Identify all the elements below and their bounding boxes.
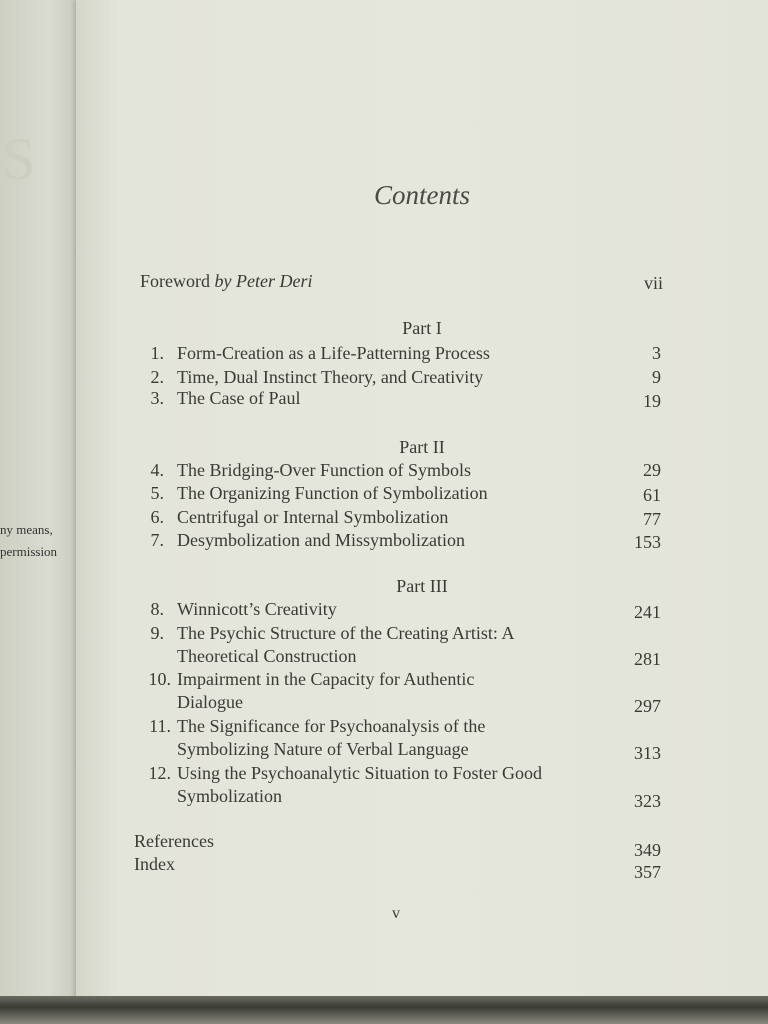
chapter-title: Using the Psychoanalytic Situation to Foster Good: [177, 763, 542, 783]
chapter-number: 6.: [150, 507, 164, 527]
back-matter-page: 349: [634, 840, 661, 860]
chapter-page: 19: [643, 391, 661, 411]
chapter-title-continued: Theoretical Construction: [177, 646, 357, 666]
foreword-page: vii: [643, 273, 663, 293]
chapter-title: The Bridging-Over Function of Symbols: [177, 460, 471, 480]
page-title: Contents: [373, 180, 470, 210]
chapter-number: 2.: [150, 367, 164, 387]
chapter-number: 5.: [150, 483, 164, 503]
foreword-entry: [140, 270, 312, 292]
fragment-text: permission: [0, 544, 58, 559]
chapter-page: 297: [634, 696, 661, 716]
chapter-page: 77: [643, 509, 661, 529]
chapter-page: 313: [634, 743, 661, 763]
foreword-label: Foreword: [140, 271, 210, 291]
chapter-title-continued: Symbolizing Nature of Verbal Language: [177, 739, 469, 759]
part-heading: Part I: [402, 318, 442, 338]
chapter-number: 7.: [150, 530, 164, 550]
chapter-page: 3: [652, 343, 661, 363]
chapter-title: Time, Dual Instinct Theory, and Creativity: [177, 367, 484, 387]
page-number: v: [392, 905, 400, 922]
chapter-title: Winnicott’s Creativity: [177, 599, 337, 619]
chapter-page: 323: [634, 791, 661, 811]
chapter-number: 9.: [150, 623, 164, 643]
book-bottom-edge: [0, 996, 768, 1024]
chapter-page: 153: [634, 532, 661, 552]
chapter-page: 241: [634, 602, 661, 622]
chapter-title: The Psychic Structure of the Creating Artist: A: [177, 623, 515, 643]
chapter-title: Centrifugal or Internal Symbolization: [177, 507, 449, 527]
fragment-text: ny means,: [0, 522, 53, 537]
chapter-number: 12.: [148, 763, 171, 783]
chapter-title: The Case of Paul: [177, 388, 301, 408]
previous-page: [0, 0, 82, 1000]
part-heading: Part II: [399, 437, 445, 457]
chapter-number: 1.: [150, 343, 164, 363]
ghost-letter: S: [2, 126, 36, 192]
chapter-title: Form-Creation as a Life-Patterning Process: [177, 343, 490, 363]
chapter-page: 281: [634, 649, 661, 669]
back-matter-page: 357: [634, 862, 661, 882]
chapter-number: 4.: [150, 460, 164, 480]
chapter-number: 11.: [149, 716, 171, 736]
chapter-number: 10.: [148, 669, 171, 689]
chapter-page: 61: [643, 485, 661, 505]
chapter-title: The Organizing Function of Symbolization: [177, 483, 488, 503]
chapter-title: Impairment in the Capacity for Authentic: [177, 669, 475, 689]
foreword-author: by Peter Deri: [214, 271, 313, 291]
chapter-title: The Significance for Psychoanalysis of the: [177, 716, 486, 736]
chapter-title: Desymbolization and Missymbolization: [177, 530, 465, 550]
back-matter-label: References: [134, 831, 214, 851]
back-matter-label: Index: [134, 854, 175, 874]
chapter-title-continued: Symbolization: [177, 786, 282, 806]
chapter-page: 29: [643, 460, 661, 480]
chapter-title-continued: Dialogue: [177, 692, 243, 712]
chapter-number: 3.: [150, 388, 164, 408]
part-heading: Part III: [396, 576, 448, 596]
chapter-page: 9: [652, 367, 661, 387]
chapter-number: 8.: [150, 599, 164, 619]
